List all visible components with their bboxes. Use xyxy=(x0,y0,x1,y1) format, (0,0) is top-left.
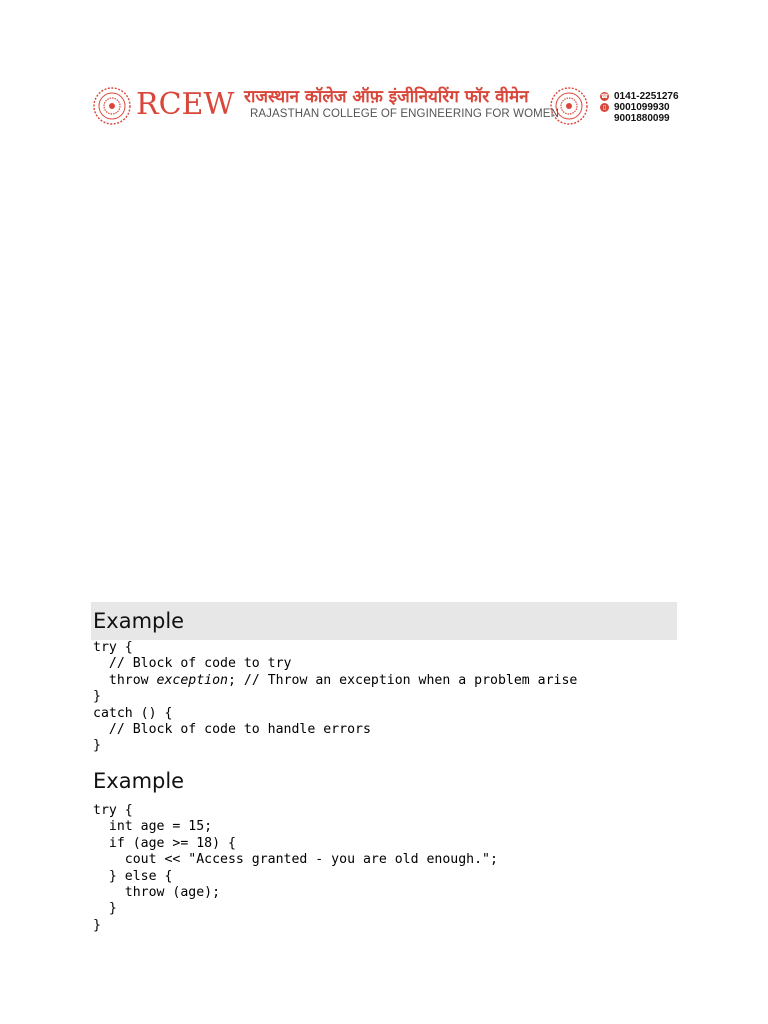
code-line: throw exception; // Throw an exception when a problem arise xyxy=(93,672,578,688)
code-line: try { xyxy=(93,640,133,655)
code-line: } xyxy=(93,689,101,705)
code-line: } xyxy=(93,901,117,917)
college-seal-icon xyxy=(92,86,132,126)
code-line: catch () { xyxy=(93,705,173,721)
college-seal-icon xyxy=(549,86,589,126)
code-line: } xyxy=(93,738,101,754)
code-line: // Block of code to try xyxy=(93,656,292,672)
code-block xyxy=(93,803,498,934)
example-heading: Example xyxy=(93,769,185,793)
code-line: try { xyxy=(93,803,133,818)
college-name-english: RAJASTHAN COLLEGE OF ENGINEERING FOR WOMEN xyxy=(250,108,559,120)
code-line: cout << "Access granted - you are old enough."; xyxy=(93,852,498,868)
phone-number: 0141-2251276 xyxy=(614,91,679,102)
code-block xyxy=(93,640,577,755)
example-heading: Example xyxy=(91,602,677,640)
phone-number: 9001880099 xyxy=(614,113,670,124)
mobile-icon: ▯ xyxy=(600,103,609,112)
letterhead xyxy=(92,84,682,132)
code-line: if (age >= 18) { xyxy=(93,835,236,851)
code-line: } xyxy=(93,917,101,933)
code-line: } else { xyxy=(93,868,173,884)
college-name-hindi: राजस्थान कॉलेज ऑफ़ इंजीनियरिंग फॉर वीमेन xyxy=(244,87,529,107)
phone-icon: ☎ xyxy=(600,93,609,100)
contact-info xyxy=(600,91,679,124)
code-line: throw (age); xyxy=(93,885,221,901)
logo-text: RCEW xyxy=(136,87,235,122)
code-line: // Block of code to handle errors xyxy=(93,722,371,738)
code-line: int age = 15; xyxy=(93,819,213,835)
phone-number: 9001099930 xyxy=(614,102,670,113)
